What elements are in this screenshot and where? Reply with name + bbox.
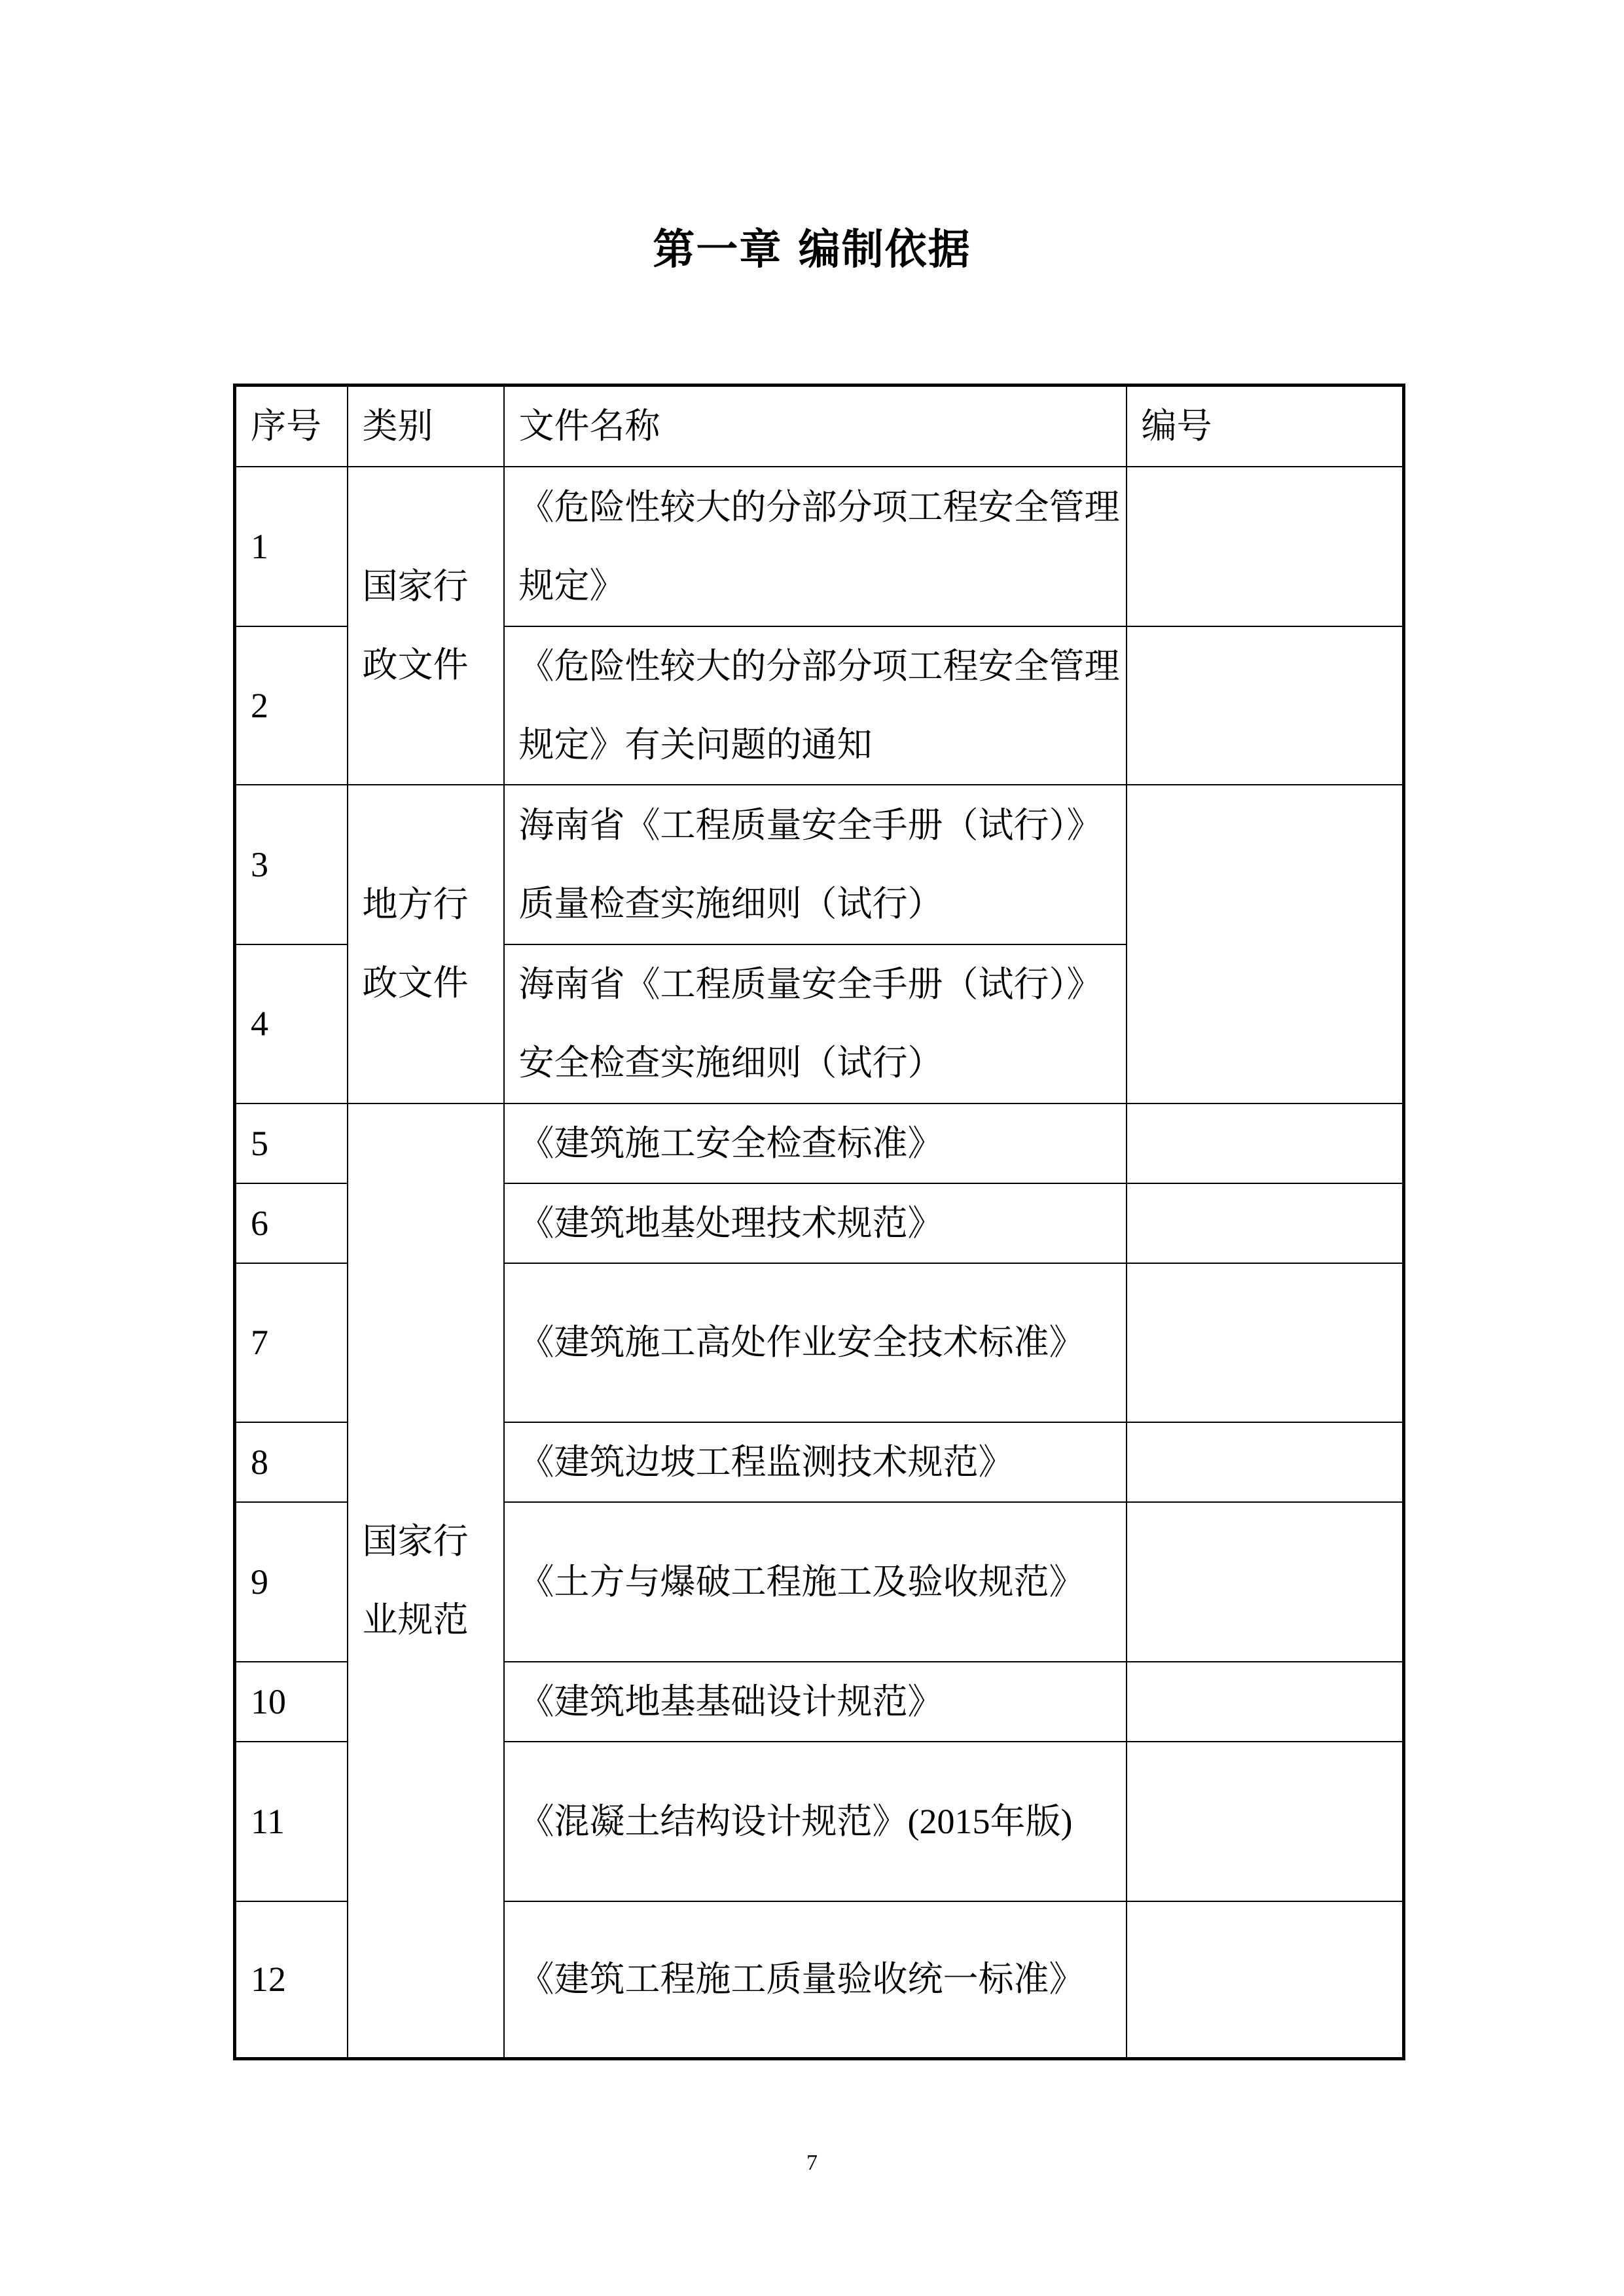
header-no: 序号 [235, 386, 348, 467]
row-name: 《土方与爆破工程施工及验收规范》 [504, 1502, 1127, 1662]
row-code [1127, 1422, 1404, 1502]
table-row [235, 467, 1404, 626]
row-code [1127, 1183, 1404, 1263]
category-cell: 国家行政文件 [348, 467, 504, 785]
row-no: 8 [235, 1422, 348, 1502]
row-code [1127, 1662, 1404, 1742]
category-cell: 国家行业规范 [348, 1103, 504, 2059]
row-name: 《建筑施工高处作业安全技术标准》 [504, 1263, 1127, 1422]
row-no: 9 [235, 1502, 348, 1662]
page-number: 7 [806, 2151, 818, 2175]
chapter-title: 第一章 编制依据 [653, 226, 971, 274]
row-name: 《建筑地基基础设计规范》 [504, 1662, 1127, 1742]
row-no: 10 [235, 1662, 348, 1742]
row-name: 《建筑施工安全检查标准》 [504, 1103, 1127, 1183]
row-name: 《建筑边坡工程监测技术规范》 [504, 1422, 1127, 1502]
table-header-row [235, 386, 1404, 467]
header-name: 文件名称 [504, 386, 1127, 467]
row-code [1127, 626, 1404, 785]
table-row [235, 785, 1404, 944]
row-code [1127, 1263, 1404, 1422]
header-code: 编号 [1127, 386, 1404, 467]
row-name: 《建筑地基处理技术规范》 [504, 1183, 1127, 1263]
row-name: 海南省《工程质量安全手册（试行）》质量检查实施细则（试行） [504, 785, 1127, 944]
row-code [1127, 785, 1404, 1103]
row-no: 7 [235, 1263, 348, 1422]
row-no: 12 [235, 1901, 348, 2059]
row-no: 3 [235, 785, 348, 944]
row-code [1127, 1103, 1404, 1183]
row-name: 海南省《工程质量安全手册（试行）》安全检查实施细则（试行） [504, 944, 1127, 1103]
row-no: 4 [235, 944, 348, 1103]
row-name: 《危险性较大的分部分项工程安全管理规定》 [504, 467, 1127, 626]
row-no: 1 [235, 467, 348, 626]
row-name: 《建筑工程施工质量验收统一标准》 [504, 1901, 1127, 2059]
row-no: 5 [235, 1103, 348, 1183]
row-code [1127, 467, 1404, 626]
row-code [1127, 1742, 1404, 1901]
row-no: 6 [235, 1183, 348, 1263]
row-code [1127, 1901, 1404, 2059]
row-no: 11 [235, 1742, 348, 1901]
row-name: 《混凝土结构设计规范》(2015年版) [504, 1742, 1127, 1901]
category-cell: 地方行政文件 [348, 785, 504, 1103]
row-code [1127, 1502, 1404, 1662]
row-no: 2 [235, 626, 348, 785]
header-category: 类别 [348, 386, 504, 467]
basis-table [233, 384, 1405, 2060]
table-row [235, 1103, 1404, 1183]
row-name: 《危险性较大的分部分项工程安全管理规定》有关问题的通知 [504, 626, 1127, 785]
